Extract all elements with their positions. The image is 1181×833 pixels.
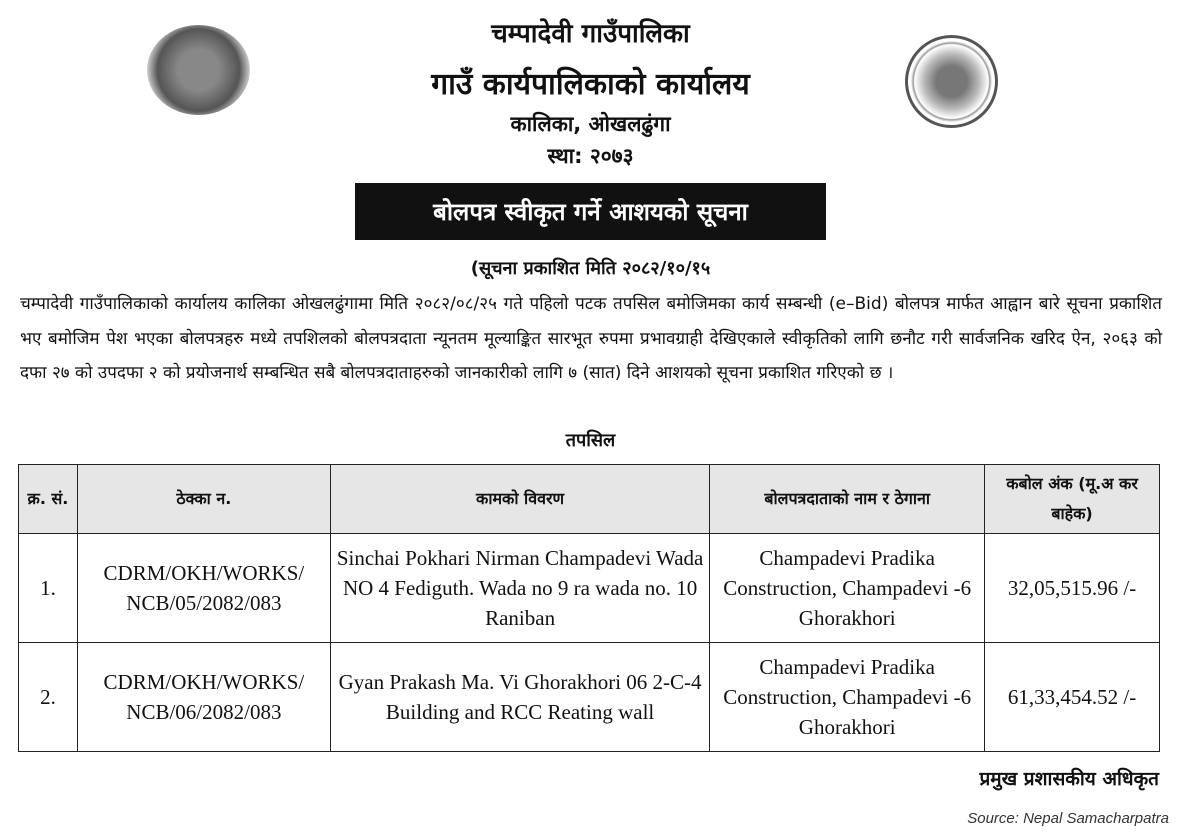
cell-amount: 61,33,454.52 /- [985, 643, 1160, 752]
established: स्था: २०७३ [547, 144, 634, 168]
col-amount: कबोल अंक (मू.अ कर बाहेक) [985, 465, 1160, 534]
cell-contract-no: CDRM/OKH/WORKS/ NCB/06/2082/083 [77, 643, 330, 752]
cell-contract-no: CDRM/OKH/WORKS/ NCB/05/2082/083 [77, 534, 330, 643]
table-header-row [19, 465, 1160, 534]
table-row [19, 534, 1160, 643]
col-sn: क्र. सं. [19, 465, 78, 534]
cell-bidder: Champadevi Pradika Construction, Champadevi -6 Ghorakhori [710, 643, 985, 752]
published-date: (सूचना प्रकाशित मिति २०८२/१०/१५ [470, 258, 711, 279]
table-title: तपसिल [565, 430, 616, 451]
col-bidder: बोलपत्रदाताको नाम र ठेगाना [710, 465, 985, 534]
signature: प्रमुख प्रशासकीय अधिकृत [979, 768, 1159, 790]
notice-body: चम्पादेवी गाउँपालिकाको कार्यालय कालिका ओखलढुंगामा मिति २०८२/०८/२५ गते पहिलो पटक तपसिल बमोजिमका कार्य सम्बन्धी (e–Bid) बोलपत्र मार्फत आह्वान बारे सूचना प्रकाशित भए बमोजिम पेश भएका बोलपत्रहरु मध्ये तपशिलको बोलपत्रदाता न्यूनतम मूल्याङ्कित सारभूत रुपमा प्रभावग्राही देखिएकाले स्वीकृतिको लागि छनौट गरी सार्वजनिक खरिद ऐन, २०६३ को दफा २७ को उपदफा २ को प्रयोजनार्थ सम्बन्धित सबै बोलपत्रदाताहरुको जानकारीको लागि ७ (सात) दिने आशयको सूचना प्रकाशित गरिएको छ । [20, 294, 1162, 383]
source-credit: Source: Nepal Samacharpatra [967, 810, 1169, 827]
cell-description: Gyan Prakash Ma. Vi Ghorakhori 06 2-C-4 Building and RCC Reating wall [330, 643, 710, 752]
address: कालिका, ओखलढुंगा [510, 112, 671, 136]
table-row [19, 643, 1160, 752]
cell-amount: 32,05,515.96 /- [985, 534, 1160, 643]
org-name: चम्पादेवी गाउँपालिका [491, 19, 690, 49]
notice-title-banner: बोलपत्र स्वीकृत गर्ने आशयको सूचना [355, 183, 826, 240]
col-contract-no: ठेक्का न. [77, 465, 330, 534]
office-name: गाउँ कार्यपालिकाको कार्यालय [431, 67, 750, 102]
cell-description: Sinchai Pokhari Nirman Champadevi Wada NO 4 Fediguth. Wada no 9 ra wada no. 10 Raniban [330, 534, 710, 643]
cell-sn: 2. [19, 643, 78, 752]
col-description: कामको विवरण [330, 465, 710, 534]
details-table [18, 464, 1160, 752]
cell-sn: 1. [19, 534, 78, 643]
cell-bidder: Champadevi Pradika Construction, Champadevi -6 Ghorakhori [710, 534, 985, 643]
